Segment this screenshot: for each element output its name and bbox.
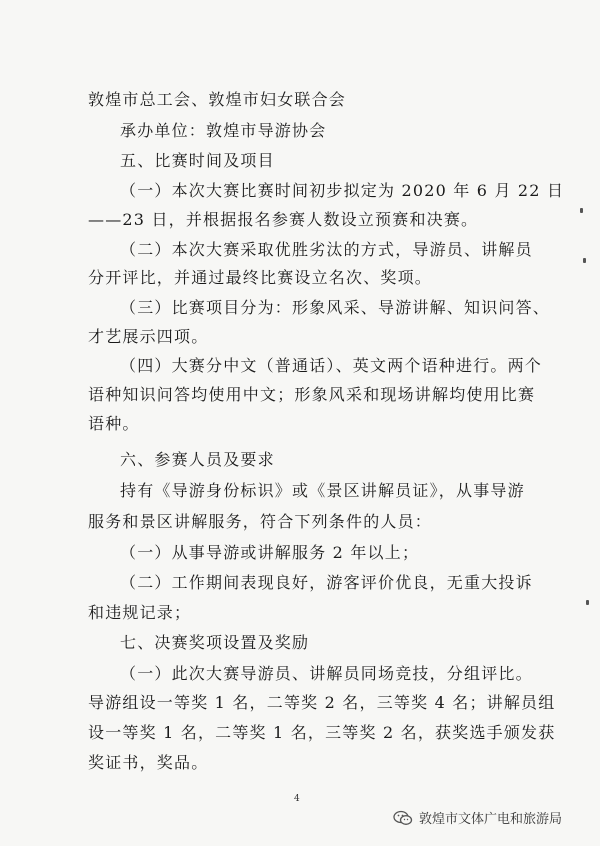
text-line: （一）本次大赛比赛时间初步拟定为 2020 年 6 月 22 日 [120,181,565,200]
watermark-text: 敦煌市文体广电和旅游局 [419,812,563,827]
text-line: 语种知识问答均使用中文；形象风采和现场讲解均使用比赛 [88,385,536,404]
wechat-icon [393,810,413,826]
text-line: 持有《导游身份标识》或《景区讲解员证》，从事导游 [120,481,525,500]
text-line: 承办单位：敦煌市导游协会 [120,121,327,140]
text-line: 导游组设一等奖 1 名，二等奖 2 名，三等奖 4 名；讲解员组 [88,693,556,712]
text-line: （一）从事导游或讲解服务 2 年以上； [120,543,420,562]
text-line: 语种。 [88,414,140,433]
text-line: 服务和景区讲解服务，符合下列条件的人员： [88,512,433,531]
text-line: 才艺展示四项。 [88,327,209,346]
text-line: （四）大赛分中文（普通话）、英文两个语种进行。两个 [120,356,543,375]
section-heading: 七、决赛奖项设置及奖励 [120,633,310,652]
watermark [393,808,562,827]
text-line: （二）本次大赛采取优胜劣汰的方式，导游员、讲解员 [120,240,533,259]
text-line: 敦煌市总工会、敦煌市妇女联合会 [88,90,347,109]
text-line: 设一等奖 1 名，二等奖 1 名，三等奖 2 名，获奖选手颁发获 [88,723,556,742]
text-line: ——23 日，并根据报名参赛人数设立预赛和决赛。 [88,210,479,229]
text-line: 分开评比，并通过最终比赛设立名次、奖项。 [88,268,433,287]
page-number: 4 [294,794,300,804]
text-line: （二）工作期间表现良好，游客评价优良，无重大投诉 [120,573,533,592]
scan-mark [586,600,589,605]
scan-mark [583,258,586,263]
text-line: 和违规记录； [88,603,192,622]
text-line: （三）比赛项目分为：形象风采、导游讲解、知识问答、 [120,298,551,317]
scan-mark [580,208,583,213]
text-line: 奖证书，奖品。 [88,753,209,772]
section-heading: 六、参赛人员及要求 [120,450,275,469]
section-heading: 五、比赛时间及项目 [120,151,275,170]
text-line: （一）此次大赛导游员、讲解员同场竞技，分组评比。 [120,664,533,683]
